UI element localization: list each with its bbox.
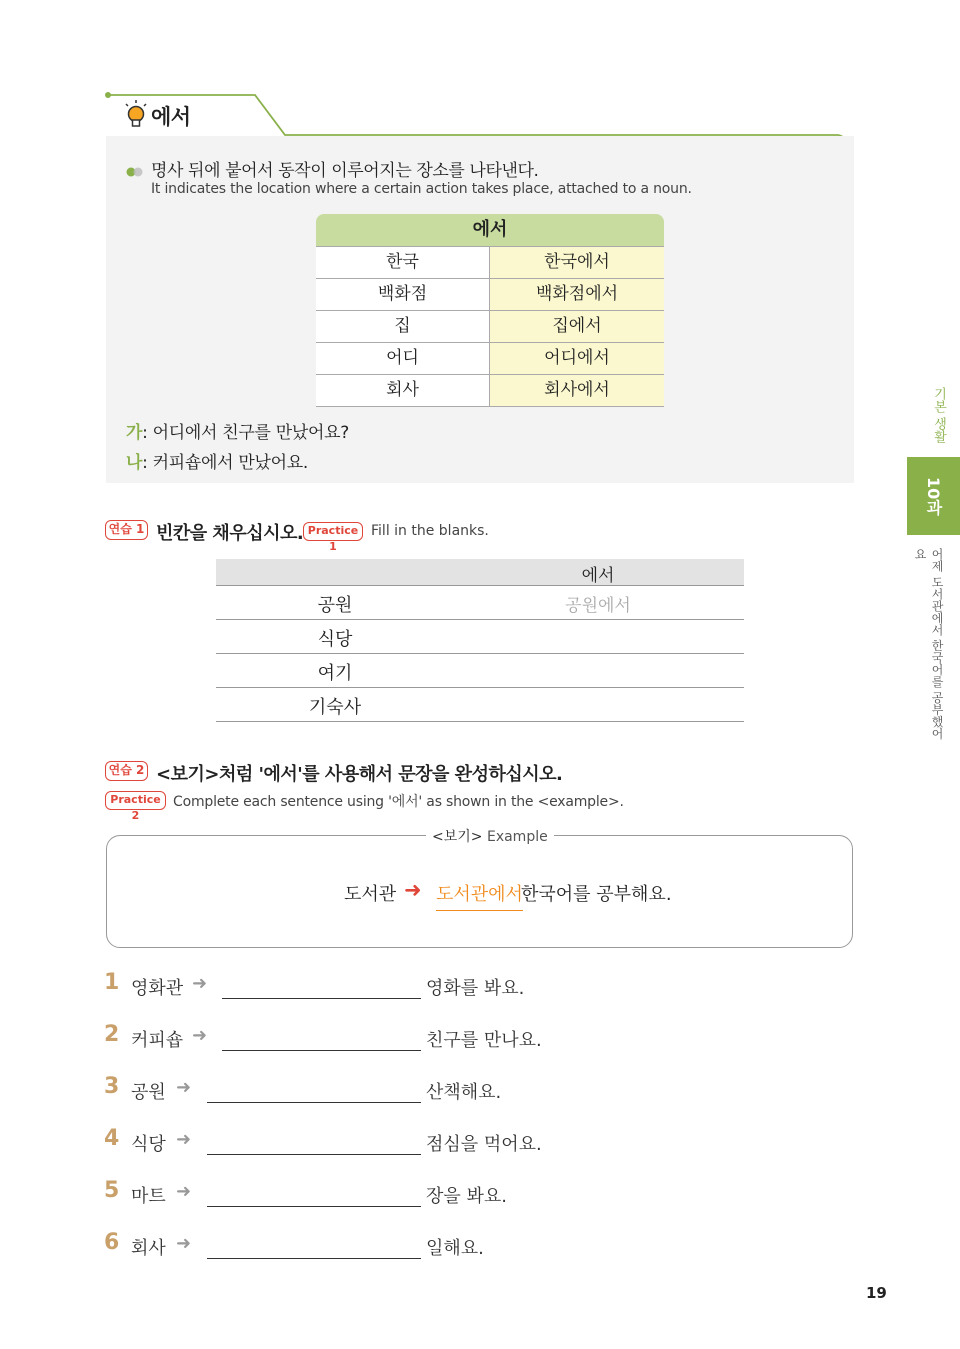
- grammar-table: [316, 214, 664, 407]
- question-sentence-rest: 영화를 봐요.: [426, 978, 525, 999]
- practice2-title: <보기>처럼 '에서'를 사용해서 문장을 완성하십시오.: [156, 764, 563, 785]
- question-word: 회사: [131, 1238, 166, 1259]
- dialogue-line-b: [126, 448, 308, 473]
- dialogue-line-a: [126, 418, 349, 443]
- question-sentence-rest: 장을 봐요.: [426, 1186, 507, 1207]
- practice1-badge-ko: 연습 1: [105, 520, 148, 540]
- practice2-badge-ko: 연습 2: [105, 761, 148, 781]
- table-row: [216, 654, 744, 688]
- grammar-table-header: 에서: [316, 214, 664, 246]
- example-sentence-rest: 한국어를 공부해요.: [521, 884, 672, 905]
- table-row: [316, 278, 664, 310]
- noun-cell: 집: [316, 311, 490, 342]
- speaker-label: 가: [126, 423, 143, 443]
- explanation-english: It indicates the location where a certain action takes place, attached to a noun.: [151, 181, 692, 197]
- question-number: 4: [104, 1126, 120, 1151]
- arrow-right-icon: ➜: [404, 878, 422, 902]
- example-label: [426, 826, 554, 846]
- question-number: 1: [104, 970, 120, 995]
- fill-table-header: [216, 559, 744, 586]
- question-sentence-rest: 산책해요.: [426, 1082, 502, 1103]
- answer-blank[interactable]: [222, 1050, 421, 1051]
- answer-blank[interactable]: [207, 1154, 421, 1155]
- form-cell: 한국에서: [490, 247, 664, 278]
- question-word: 영화관: [131, 978, 184, 999]
- noun-cell: 공원: [317, 595, 353, 616]
- side-lesson-tab[interactable]: [907, 457, 960, 535]
- noun-cell: 어디: [316, 343, 490, 374]
- arrow-right-icon: ➜: [176, 1233, 192, 1254]
- question-number: 2: [104, 1022, 120, 1047]
- arrow-right-icon: ➜: [176, 1129, 192, 1150]
- form-cell: 집에서: [490, 311, 664, 342]
- page-number: 19: [866, 1284, 887, 1302]
- question-word: 식당: [131, 1134, 166, 1155]
- noun-cell: 기숙사: [308, 697, 362, 718]
- table-row: [216, 586, 744, 620]
- form-cell: 백화점에서: [490, 279, 664, 310]
- example-label-ko: <보기>: [432, 829, 483, 845]
- table-row: [216, 688, 744, 722]
- answer-blank[interactable]: [207, 1206, 421, 1207]
- form-cell: 어디에서: [490, 343, 664, 374]
- practice1-instruction: Fill in the blanks.: [371, 523, 489, 539]
- table-row: [316, 374, 664, 407]
- explanation-korean: 명사 뒤에 붙어서 동작이 이루어지는 장소를 나타낸다.: [151, 161, 539, 181]
- answer-blank[interactable]: [207, 1258, 421, 1259]
- noun-cell: 식당: [317, 629, 353, 650]
- table-row: [316, 310, 664, 342]
- table-row: [316, 246, 664, 278]
- practice2-badge-en: Practice 2: [105, 791, 166, 810]
- answer-blank[interactable]: [207, 1102, 421, 1103]
- example-label-en: Example: [486, 829, 548, 845]
- question-sentence-rest: 친구를 만나요.: [426, 1030, 542, 1051]
- speaker-label: 나: [126, 453, 143, 473]
- question-number: 6: [104, 1230, 120, 1255]
- question-sentence-rest: 일해요.: [426, 1238, 484, 1259]
- practice2-instruction: Complete each sentence using '에서' as shown in the <example>.: [173, 794, 624, 810]
- fill-table-header-label: 에서: [581, 566, 615, 586]
- arrow-right-icon: ➜: [192, 973, 208, 994]
- question-word: 커피숍: [131, 1030, 184, 1051]
- noun-cell: 회사: [316, 375, 490, 406]
- arrow-right-icon: ➜: [176, 1077, 192, 1098]
- noun-cell: 한국: [316, 247, 490, 278]
- lightbulb-icon: [124, 100, 148, 134]
- fill-in-table: [216, 559, 744, 722]
- table-row: [216, 620, 744, 654]
- dialogue-text: : 어디에서 친구를 만났어요?: [142, 423, 349, 443]
- table-row: [316, 342, 664, 374]
- question-number: 5: [104, 1178, 120, 1203]
- side-lesson-label: 10과: [924, 476, 943, 516]
- dialogue-text: : 커피숍에서 만났어요.: [142, 453, 308, 473]
- example-answer: 도서관에서: [436, 880, 523, 911]
- bullet-dots-icon: [126, 162, 146, 181]
- question-word: 마트: [131, 1186, 166, 1207]
- form-cell: 회사에서: [490, 375, 664, 406]
- practice1-badge-en: Practice 1: [303, 522, 363, 541]
- question-number: 3: [104, 1074, 120, 1099]
- question-word: 공원: [131, 1082, 166, 1103]
- question-sentence-rest: 점심을 먹어요.: [426, 1134, 542, 1155]
- noun-cell: 여기: [317, 663, 353, 684]
- answer-blank[interactable]: [222, 998, 421, 999]
- arrow-right-icon: ➜: [192, 1025, 208, 1046]
- example-word: 도서관: [344, 884, 397, 905]
- answer-cell: 공원에서: [565, 596, 631, 616]
- side-lesson-title: 어제 도서관에서 한국어를 공부했어요: [913, 548, 944, 740]
- practice1-title: 빈칸을 채우십시오.: [156, 523, 304, 544]
- page-title: 에서: [151, 105, 191, 129]
- arrow-right-icon: ➜: [176, 1181, 192, 1202]
- side-section-label: 기본 생활: [931, 386, 946, 444]
- noun-cell: 백화점: [316, 279, 490, 310]
